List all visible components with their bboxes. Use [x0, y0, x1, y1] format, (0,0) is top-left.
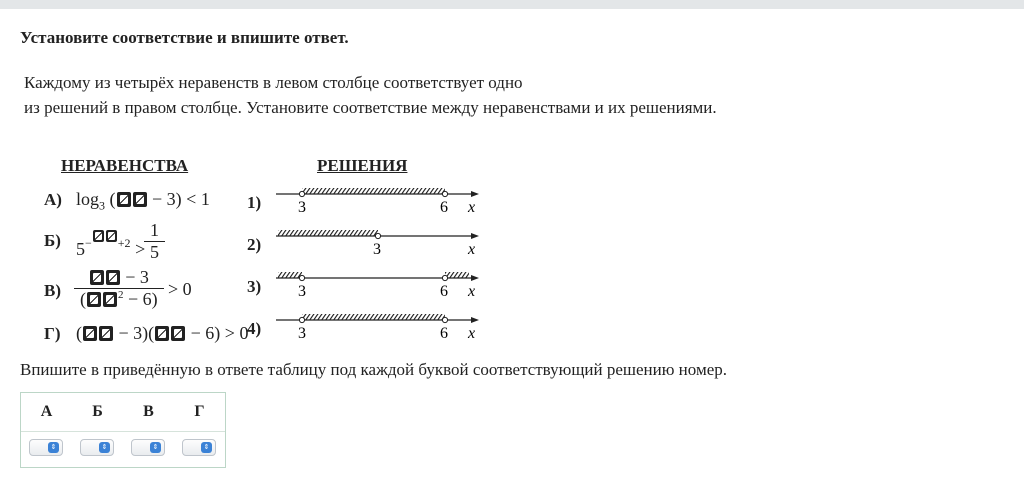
open-paren: ( [109, 189, 116, 209]
answer-header-a: А [40, 403, 53, 420]
variable-image-icon [93, 230, 104, 242]
greater-sign: > [135, 239, 146, 259]
answer-header-v: В [143, 403, 154, 420]
solution-number-3: 3) [247, 277, 262, 296]
inequality-a [76, 189, 210, 214]
tick-label: 6 [440, 325, 448, 342]
den-rest: − 6) [123, 289, 158, 309]
log-text: log [76, 189, 100, 209]
hatched-interval [278, 272, 302, 278]
intro-line-2: из решений в правом столбце. Установите соответствие между неравенствами и их решениями. [24, 98, 717, 117]
exp-rest: +2 [117, 236, 131, 250]
select-arrows-icon: ⇕ [150, 442, 161, 453]
axis-arrow [471, 191, 479, 197]
g-middle: − 3)( [114, 323, 155, 343]
axis-arrow [471, 275, 479, 281]
open-point [299, 317, 304, 322]
answer-select-b[interactable] [80, 439, 114, 456]
den-open: ( [80, 289, 86, 309]
answer-header-g: Г [194, 403, 205, 420]
open-point [442, 191, 447, 196]
axis-label: x [468, 241, 476, 258]
tick-label: 3 [298, 199, 306, 216]
hatched-interval [445, 272, 469, 278]
den-exponent: 2 [118, 289, 124, 301]
variable-image-icon [133, 192, 147, 207]
solutions-column-heading: РЕШЕНИЯ [317, 156, 408, 175]
axis-arrow [471, 317, 479, 323]
task-title: Установите соответствие и впишите ответ. [20, 28, 349, 47]
g-open: ( [76, 323, 82, 343]
open-point [299, 275, 304, 280]
variable-image-icon [90, 270, 104, 285]
top-bar [0, 0, 1024, 9]
inequality-letter-a: А) [44, 190, 62, 209]
exponent [85, 236, 131, 250]
fraction-one-fifth [144, 220, 165, 263]
solution-number-4: 4) [247, 319, 262, 338]
axis-label: x [468, 283, 476, 300]
inequality-a-rest: − 3) < 1 [147, 189, 210, 209]
fraction-numerator: 1 [150, 220, 159, 240]
number-line-4 [272, 310, 484, 346]
variable-image-icon [99, 326, 113, 341]
numerator-rest: − 3 [120, 267, 149, 287]
number-line-1 [272, 184, 484, 220]
answer-select-a[interactable] [29, 439, 63, 456]
variable-image-icon [106, 230, 117, 242]
select-arrows-icon: ⇕ [48, 442, 59, 453]
power-base: 5 [76, 239, 85, 259]
number-line-2 [272, 226, 484, 262]
hatched-interval [302, 188, 445, 194]
task-description [24, 70, 717, 120]
inequality-letter-v: В) [44, 281, 61, 300]
inequality-letter-g: Г) [44, 324, 61, 343]
axis-label: x [468, 199, 476, 216]
exp-minus: − [85, 236, 92, 250]
variable-image-icon [171, 326, 185, 341]
fraction-denominator [74, 288, 164, 310]
hatched-interval [302, 314, 445, 320]
answer-select-g[interactable] [182, 439, 216, 456]
tick-label: 6 [440, 283, 448, 300]
fraction-denominator: 5 [144, 241, 165, 263]
hatched-interval [278, 230, 378, 236]
inequality-g [76, 323, 248, 344]
intro-line-1: Каждому из четырёх неравенств в левом столбце соответствует одно [24, 73, 523, 92]
answer-table [20, 392, 226, 468]
open-point [442, 317, 447, 322]
select-arrows-icon: ⇕ [99, 442, 110, 453]
open-point [375, 233, 380, 238]
answer-instruction: Впишите в приведённую в ответе таблицу под каждой буквой соответствующий решению номер. [20, 360, 728, 379]
open-point [442, 275, 447, 280]
inequality-letter-b: Б) [44, 231, 61, 250]
answer-header-b: Б [92, 403, 103, 420]
axis-label: x [468, 325, 476, 342]
inequality-v-fraction [74, 267, 164, 310]
tick-label: 3 [373, 241, 381, 258]
variable-image-icon [155, 326, 169, 341]
open-point [299, 191, 304, 196]
inequality-b [76, 230, 145, 260]
select-arrows-icon: ⇕ [201, 442, 212, 453]
fraction-numerator [74, 267, 164, 288]
variable-image-icon [103, 292, 117, 307]
variable-image-icon [87, 292, 101, 307]
answer-select-v[interactable] [131, 439, 165, 456]
solution-number-2: 2) [247, 235, 262, 254]
inequalities-column-heading: НЕРАВЕНСТВА [61, 156, 189, 175]
variable-image-icon [106, 270, 120, 285]
tick-label: 3 [298, 325, 306, 342]
number-line-3 [272, 268, 484, 304]
variable-image-icon [83, 326, 97, 341]
g-rest: − 6) > 0 [186, 323, 249, 343]
table-divider [21, 431, 225, 432]
variable-image-icon [117, 192, 131, 207]
tick-label: 6 [440, 199, 448, 216]
solution-number-1: 1) [247, 193, 262, 212]
inequality-v-rhs: > 0 [168, 279, 192, 299]
tick-label: 3 [298, 283, 306, 300]
axis-arrow [471, 233, 479, 239]
log-base: 3 [99, 198, 106, 213]
